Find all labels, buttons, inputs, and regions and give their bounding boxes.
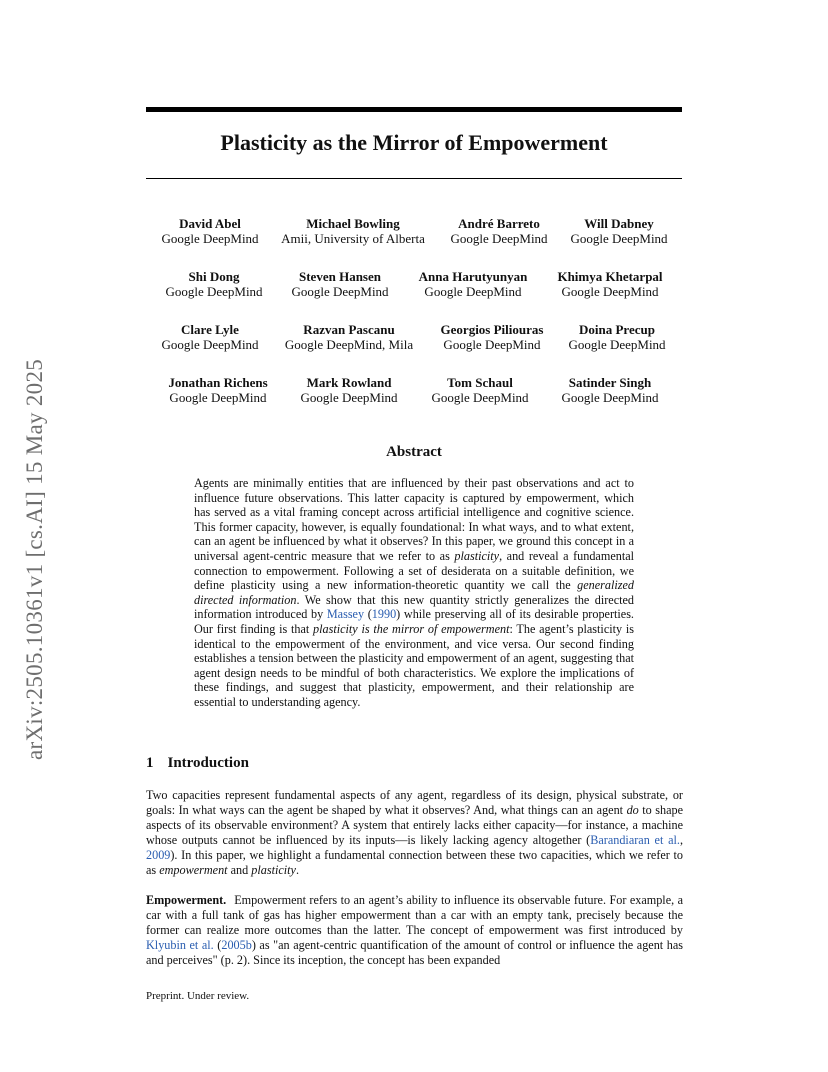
section-heading bbox=[146, 755, 249, 772]
abstract-run: , and reveal a fundamental connection to empowerment. Following a set of desiderata on a suitable definition, we define plasticity using a new information-theoretic quantity we call the bbox=[194, 548, 635, 593]
author-name: André Barreto bbox=[458, 216, 540, 231]
abstract-run: ( bbox=[364, 607, 372, 622]
author-affiliation: Google DeepMind bbox=[443, 337, 541, 352]
author bbox=[570, 216, 667, 246]
author-row bbox=[146, 375, 682, 428]
author-affiliation: Amii, University of Alberta bbox=[281, 231, 425, 246]
author-name: Will Dabney bbox=[584, 216, 654, 231]
author bbox=[161, 322, 258, 352]
citation-link[interactable]: 1990 bbox=[371, 607, 397, 622]
author bbox=[161, 216, 258, 246]
author bbox=[568, 322, 665, 352]
author-affiliation: Google DeepMind bbox=[161, 231, 259, 246]
abstract-emphasis: generalized directed information bbox=[194, 578, 634, 607]
author-name: Satinder Singh bbox=[568, 375, 652, 390]
abstract-run: . We show that this new quantity strictly generalizes the directed information introduced by bbox=[194, 592, 634, 622]
author-name: Shi Dong bbox=[188, 269, 240, 284]
author bbox=[168, 375, 267, 405]
author-affiliation: Google DeepMind bbox=[450, 231, 548, 246]
author-affiliation: Google DeepMind bbox=[424, 284, 522, 299]
author-name: David Abel bbox=[179, 216, 241, 231]
author bbox=[557, 269, 662, 299]
citation-link[interactable]: Massey bbox=[326, 607, 365, 622]
author-block bbox=[146, 216, 682, 428]
text-emphasis: do bbox=[626, 803, 639, 817]
paragraph-run-in-heading: Empowerment. bbox=[146, 893, 227, 907]
author bbox=[165, 269, 262, 299]
abstract-emphasis: plasticity is the mirror of empowerment bbox=[313, 621, 510, 636]
author-affiliation: Google DeepMind, Mila bbox=[284, 337, 414, 352]
abstract-run: : The agent’s plasticity is identical to the empowerment of the environment, and vice versa. Our second finding establishes a tension between the plasticity and empowerment of an agent, suggesting that agent design needs to be mindful of both characteristics. We explore the implications of these findings, and suggest that plasticity, empowerment, and their relationship are essential to understanding agency. bbox=[194, 621, 634, 709]
author bbox=[281, 216, 425, 246]
preprint-footer: Preprint. Under review. bbox=[146, 990, 250, 1002]
author bbox=[431, 375, 528, 405]
text-run: to shape aspects of its observable environment? A system that entirely lacks either capacity—for instance, a machine whose outputs cannot be influenced by its inputs—is likely lacking agency altogether ( bbox=[146, 803, 683, 847]
abstract-heading: Abstract bbox=[386, 444, 442, 460]
author-affiliation: Google DeepMind bbox=[165, 284, 263, 299]
author-name: Steven Hansen bbox=[299, 269, 381, 284]
author bbox=[450, 216, 547, 246]
citation-link[interactable]: 2005b bbox=[221, 938, 252, 952]
author bbox=[300, 375, 397, 405]
author-name: Khimya Khetarpal bbox=[557, 269, 663, 284]
author-name: Razvan Pascanu bbox=[303, 322, 395, 337]
author bbox=[291, 269, 388, 299]
author bbox=[285, 322, 413, 352]
section-title: Introduction bbox=[167, 755, 249, 771]
author-name: Anna Harutyunyan bbox=[418, 269, 528, 284]
author-row bbox=[146, 269, 682, 322]
author-affiliation: Google DeepMind bbox=[561, 284, 659, 299]
arxiv-identifier: arXiv:2505.10361v1 [cs.AI] 15 May 2025 bbox=[22, 358, 47, 760]
author-affiliation: Google DeepMind bbox=[431, 390, 529, 405]
author-affiliation: Google DeepMind bbox=[300, 390, 398, 405]
text-run: , bbox=[679, 833, 683, 847]
author-name: Georgios Piliouras bbox=[440, 322, 544, 337]
text-run: ) as "an agent-centric quantification of the amount of control or influence the agent has and perceives" (p. 2). Since its inception, the concept has been expanded bbox=[146, 938, 683, 967]
text-run: Two capacities represent fundamental aspects of any agent, regardless of its design, physical substrate, or goals: In what ways can the agent be shaped by what it observes? And, what things can an agent bbox=[146, 788, 683, 817]
author-name: Tom Schaul bbox=[447, 375, 513, 390]
abstract-text bbox=[194, 476, 634, 710]
text-emphasis: empowerment bbox=[159, 863, 228, 877]
text-run: . bbox=[295, 863, 300, 877]
author-name: Michael Bowling bbox=[306, 216, 400, 231]
author-affiliation: Google DeepMind bbox=[561, 390, 659, 405]
author-row bbox=[146, 322, 682, 375]
abstract-emphasis: plasticity bbox=[454, 548, 500, 563]
citation-link[interactable]: 2009 bbox=[146, 848, 171, 862]
empowerment-paragraph bbox=[146, 893, 683, 968]
author-name: Mark Rowland bbox=[306, 375, 392, 390]
author-name: Doina Precup bbox=[579, 322, 655, 337]
text-emphasis: plasticity bbox=[251, 863, 296, 877]
author-name: Clare Lyle bbox=[181, 322, 239, 337]
intro-paragraph bbox=[146, 788, 683, 878]
title-bottom-rule bbox=[146, 178, 682, 179]
citation-link[interactable]: Barandiaran et al. bbox=[590, 833, 680, 847]
citation-link[interactable]: Klyubin et al. bbox=[146, 938, 214, 952]
text-run: ( bbox=[213, 938, 222, 952]
paper-title: Plasticity as the Mirror of Empowerment bbox=[220, 130, 608, 155]
section-number: 1 bbox=[146, 755, 154, 771]
author bbox=[419, 269, 528, 299]
text-run: and bbox=[227, 863, 252, 877]
author-affiliation: Google DeepMind bbox=[568, 337, 666, 352]
text-run: ). In this paper, we highlight a fundamental connection between these two capacities, which we refer to as bbox=[146, 848, 683, 877]
author-affiliation: Google DeepMind bbox=[169, 390, 267, 405]
title-top-rule bbox=[146, 107, 682, 112]
author bbox=[561, 375, 658, 405]
text-run: Empowerment refers to an agent’s ability to influence its observable future. For example, a car with a full tank of gas has higher empowerment than a car with an empty tank, precisely because the former can realize more outcomes than the latter. The concept of empowerment was first introduced by bbox=[146, 893, 683, 937]
author-affiliation: Google DeepMind bbox=[291, 284, 389, 299]
abstract-run: ) while preserving all of its desirable properties. Our first finding is that bbox=[194, 607, 634, 636]
author-name: Jonathan Richens bbox=[168, 375, 268, 390]
author-affiliation: Google DeepMind bbox=[161, 337, 259, 352]
author-affiliation: Google DeepMind bbox=[570, 231, 668, 246]
author-row bbox=[146, 216, 682, 269]
abstract-run: Agents are minimally entities that are influenced by their past observations and act to influence future observations. This latter capacity is captured by empowerment, which has served as a vital framing concept across artificial intelligence and cognitive science. This former capacity, however, is equally foundational: In what ways, and to what extent, can an agent be influenced by what it observes? In this paper, we ground this concept in a universal agent-centric measure that we refer to as bbox=[194, 476, 634, 563]
author bbox=[441, 322, 544, 352]
